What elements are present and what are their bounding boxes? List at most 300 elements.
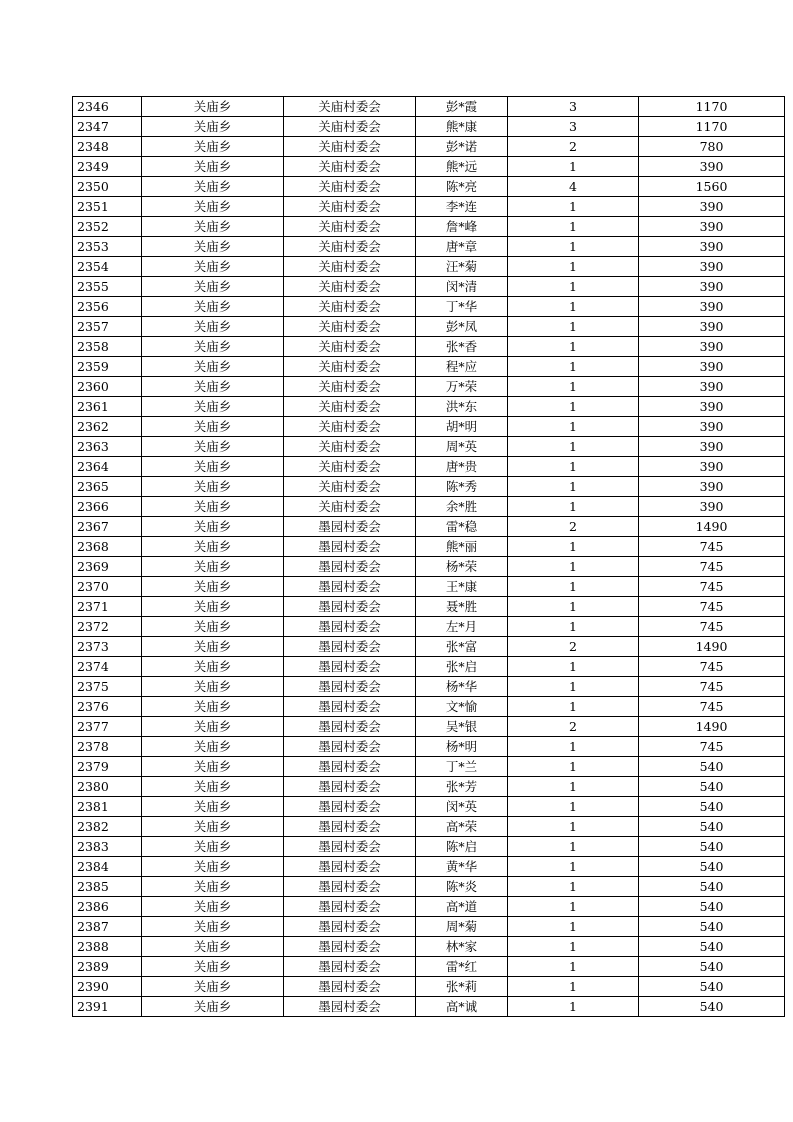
- name-cell: 唐*贵: [416, 457, 508, 477]
- row-number-cell: 2347: [73, 117, 142, 137]
- table-row: [73, 577, 785, 597]
- village-committee-cell: 墨园村委会: [284, 657, 416, 677]
- table-row: [73, 717, 785, 737]
- row-number-cell: 2352: [73, 217, 142, 237]
- village-committee-cell: 墨园村委会: [284, 797, 416, 817]
- township-cell: 关庙乡: [142, 977, 284, 997]
- name-cell: 陈*启: [416, 837, 508, 857]
- township-cell: 关庙乡: [142, 297, 284, 317]
- amount-cell: 540: [639, 797, 785, 817]
- township-cell: 关庙乡: [142, 237, 284, 257]
- row-number-cell: 2374: [73, 657, 142, 677]
- township-cell: 关庙乡: [142, 897, 284, 917]
- count-cell: 2: [508, 517, 639, 537]
- table-row: [73, 237, 785, 257]
- table-row: [73, 937, 785, 957]
- count-cell: 1: [508, 957, 639, 977]
- township-cell: 关庙乡: [142, 97, 284, 117]
- name-cell: 丁*兰: [416, 757, 508, 777]
- table-row: [73, 317, 785, 337]
- amount-cell: 390: [639, 257, 785, 277]
- table-row: [73, 997, 785, 1017]
- row-number-cell: 2368: [73, 537, 142, 557]
- name-cell: 汪*菊: [416, 257, 508, 277]
- township-cell: 关庙乡: [142, 937, 284, 957]
- amount-cell: 390: [639, 157, 785, 177]
- row-number-cell: 2381: [73, 797, 142, 817]
- township-cell: 关庙乡: [142, 617, 284, 637]
- amount-cell: 745: [639, 597, 785, 617]
- row-number-cell: 2364: [73, 457, 142, 477]
- row-number-cell: 2355: [73, 277, 142, 297]
- name-cell: 彭*霞: [416, 97, 508, 117]
- row-number-cell: 2372: [73, 617, 142, 637]
- table-row: [73, 817, 785, 837]
- name-cell: 闵*清: [416, 277, 508, 297]
- township-cell: 关庙乡: [142, 497, 284, 517]
- name-cell: 熊*康: [416, 117, 508, 137]
- table-row: [73, 697, 785, 717]
- table-row: [73, 857, 785, 877]
- row-number-cell: 2350: [73, 177, 142, 197]
- name-cell: 吴*银: [416, 717, 508, 737]
- row-number-cell: 2346: [73, 97, 142, 117]
- count-cell: 1: [508, 877, 639, 897]
- township-cell: 关庙乡: [142, 757, 284, 777]
- row-number-cell: 2371: [73, 597, 142, 617]
- amount-cell: 745: [639, 697, 785, 717]
- name-cell: 闵*英: [416, 797, 508, 817]
- count-cell: 1: [508, 697, 639, 717]
- village-committee-cell: 墨园村委会: [284, 757, 416, 777]
- amount-cell: 745: [639, 677, 785, 697]
- count-cell: 1: [508, 837, 639, 857]
- count-cell: 1: [508, 417, 639, 437]
- amount-cell: 390: [639, 197, 785, 217]
- amount-cell: 745: [639, 617, 785, 637]
- count-cell: 1: [508, 457, 639, 477]
- table-row: [73, 957, 785, 977]
- name-cell: 张*富: [416, 637, 508, 657]
- count-cell: 1: [508, 377, 639, 397]
- table-row: [73, 437, 785, 457]
- count-cell: 1: [508, 777, 639, 797]
- township-cell: 关庙乡: [142, 837, 284, 857]
- row-number-cell: 2369: [73, 557, 142, 577]
- village-committee-cell: 关庙村委会: [284, 197, 416, 217]
- table-row: [73, 897, 785, 917]
- amount-cell: 390: [639, 417, 785, 437]
- count-cell: 3: [508, 117, 639, 137]
- township-cell: 关庙乡: [142, 777, 284, 797]
- row-number-cell: 2376: [73, 697, 142, 717]
- amount-cell: 1490: [639, 717, 785, 737]
- count-cell: 1: [508, 237, 639, 257]
- row-number-cell: 2362: [73, 417, 142, 437]
- count-cell: 1: [508, 257, 639, 277]
- township-cell: 关庙乡: [142, 817, 284, 837]
- name-cell: 张*芳: [416, 777, 508, 797]
- township-cell: 关庙乡: [142, 697, 284, 717]
- row-number-cell: 2366: [73, 497, 142, 517]
- township-cell: 关庙乡: [142, 317, 284, 337]
- table-row: [73, 397, 785, 417]
- township-cell: 关庙乡: [142, 277, 284, 297]
- table-row: [73, 517, 785, 537]
- row-number-cell: 2373: [73, 637, 142, 657]
- name-cell: 高*荣: [416, 817, 508, 837]
- village-committee-cell: 墨园村委会: [284, 777, 416, 797]
- name-cell: 万*荣: [416, 377, 508, 397]
- count-cell: 1: [508, 577, 639, 597]
- count-cell: 1: [508, 997, 639, 1017]
- village-committee-cell: 关庙村委会: [284, 137, 416, 157]
- township-cell: 关庙乡: [142, 117, 284, 137]
- amount-cell: 540: [639, 937, 785, 957]
- township-cell: 关庙乡: [142, 377, 284, 397]
- count-cell: 1: [508, 617, 639, 637]
- table-row: [73, 837, 785, 857]
- township-cell: 关庙乡: [142, 677, 284, 697]
- name-cell: 张*莉: [416, 977, 508, 997]
- count-cell: 1: [508, 437, 639, 457]
- count-cell: 4: [508, 177, 639, 197]
- village-committee-cell: 关庙村委会: [284, 397, 416, 417]
- row-number-cell: 2387: [73, 917, 142, 937]
- name-cell: 程*应: [416, 357, 508, 377]
- table-body: [73, 97, 785, 1017]
- table-row: [73, 97, 785, 117]
- name-cell: 张*香: [416, 337, 508, 357]
- township-cell: 关庙乡: [142, 177, 284, 197]
- village-committee-cell: 墨园村委会: [284, 817, 416, 837]
- count-cell: 1: [508, 857, 639, 877]
- township-cell: 关庙乡: [142, 337, 284, 357]
- row-number-cell: 2358: [73, 337, 142, 357]
- village-committee-cell: 墨园村委会: [284, 837, 416, 857]
- township-cell: 关庙乡: [142, 517, 284, 537]
- amount-cell: 390: [639, 377, 785, 397]
- name-cell: 洪*东: [416, 397, 508, 417]
- village-committee-cell: 关庙村委会: [284, 417, 416, 437]
- table-row: [73, 757, 785, 777]
- name-cell: 杨*明: [416, 737, 508, 757]
- amount-cell: 1490: [639, 637, 785, 657]
- name-cell: 周*菊: [416, 917, 508, 937]
- village-committee-cell: 墨园村委会: [284, 857, 416, 877]
- name-cell: 聂*胜: [416, 597, 508, 617]
- data-table: [72, 96, 785, 1017]
- row-number-cell: 2363: [73, 437, 142, 457]
- amount-cell: 540: [639, 777, 785, 797]
- amount-cell: 390: [639, 437, 785, 457]
- amount-cell: 390: [639, 357, 785, 377]
- amount-cell: 390: [639, 337, 785, 357]
- name-cell: 张*启: [416, 657, 508, 677]
- table-row: [73, 797, 785, 817]
- table-row: [73, 777, 785, 797]
- name-cell: 黄*华: [416, 857, 508, 877]
- township-cell: 关庙乡: [142, 437, 284, 457]
- township-cell: 关庙乡: [142, 597, 284, 617]
- name-cell: 彭*凤: [416, 317, 508, 337]
- table-row: [73, 617, 785, 637]
- row-number-cell: 2377: [73, 717, 142, 737]
- village-committee-cell: 墨园村委会: [284, 517, 416, 537]
- row-number-cell: 2356: [73, 297, 142, 317]
- table-row: [73, 497, 785, 517]
- count-cell: 1: [508, 297, 639, 317]
- township-cell: 关庙乡: [142, 257, 284, 277]
- name-cell: 熊*远: [416, 157, 508, 177]
- row-number-cell: 2388: [73, 937, 142, 957]
- village-committee-cell: 关庙村委会: [284, 177, 416, 197]
- township-cell: 关庙乡: [142, 397, 284, 417]
- table-row: [73, 557, 785, 577]
- amount-cell: 390: [639, 477, 785, 497]
- name-cell: 陈*秀: [416, 477, 508, 497]
- name-cell: 雷*稳: [416, 517, 508, 537]
- row-number-cell: 2361: [73, 397, 142, 417]
- count-cell: 1: [508, 357, 639, 377]
- table-row: [73, 377, 785, 397]
- name-cell: 周*英: [416, 437, 508, 457]
- amount-cell: 540: [639, 837, 785, 857]
- row-number-cell: 2391: [73, 997, 142, 1017]
- table-row: [73, 217, 785, 237]
- table-row: [73, 977, 785, 997]
- table-row: [73, 677, 785, 697]
- township-cell: 关庙乡: [142, 537, 284, 557]
- row-number-cell: 2383: [73, 837, 142, 857]
- township-cell: 关庙乡: [142, 217, 284, 237]
- village-committee-cell: 墨园村委会: [284, 997, 416, 1017]
- name-cell: 雷*红: [416, 957, 508, 977]
- village-committee-cell: 墨园村委会: [284, 637, 416, 657]
- name-cell: 余*胜: [416, 497, 508, 517]
- village-committee-cell: 墨园村委会: [284, 557, 416, 577]
- name-cell: 丁*华: [416, 297, 508, 317]
- village-committee-cell: 关庙村委会: [284, 377, 416, 397]
- name-cell: 杨*华: [416, 677, 508, 697]
- amount-cell: 540: [639, 817, 785, 837]
- count-cell: 1: [508, 157, 639, 177]
- township-cell: 关庙乡: [142, 737, 284, 757]
- table-row: [73, 597, 785, 617]
- village-committee-cell: 关庙村委会: [284, 257, 416, 277]
- row-number-cell: 2357: [73, 317, 142, 337]
- table-row: [73, 417, 785, 437]
- table-row: [73, 297, 785, 317]
- village-committee-cell: 关庙村委会: [284, 277, 416, 297]
- table-row: [73, 157, 785, 177]
- village-committee-cell: 墨园村委会: [284, 537, 416, 557]
- table-row: [73, 357, 785, 377]
- village-committee-cell: 墨园村委会: [284, 677, 416, 697]
- amount-cell: 390: [639, 217, 785, 237]
- table-row: [73, 197, 785, 217]
- village-committee-cell: 关庙村委会: [284, 477, 416, 497]
- name-cell: 左*月: [416, 617, 508, 637]
- amount-cell: 390: [639, 397, 785, 417]
- count-cell: 1: [508, 217, 639, 237]
- township-cell: 关庙乡: [142, 717, 284, 737]
- amount-cell: 1490: [639, 517, 785, 537]
- count-cell: 1: [508, 797, 639, 817]
- village-committee-cell: 关庙村委会: [284, 357, 416, 377]
- row-number-cell: 2390: [73, 977, 142, 997]
- amount-cell: 390: [639, 237, 785, 257]
- table-row: [73, 737, 785, 757]
- amount-cell: 540: [639, 997, 785, 1017]
- amount-cell: 745: [639, 537, 785, 557]
- row-number-cell: 2349: [73, 157, 142, 177]
- village-committee-cell: 关庙村委会: [284, 457, 416, 477]
- count-cell: 2: [508, 717, 639, 737]
- township-cell: 关庙乡: [142, 877, 284, 897]
- amount-cell: 540: [639, 877, 785, 897]
- row-number-cell: 2375: [73, 677, 142, 697]
- township-cell: 关庙乡: [142, 997, 284, 1017]
- village-committee-cell: 关庙村委会: [284, 117, 416, 137]
- township-cell: 关庙乡: [142, 857, 284, 877]
- amount-cell: 540: [639, 957, 785, 977]
- name-cell: 王*康: [416, 577, 508, 597]
- amount-cell: 540: [639, 977, 785, 997]
- row-number-cell: 2365: [73, 477, 142, 497]
- table-row: [73, 257, 785, 277]
- count-cell: 1: [508, 817, 639, 837]
- row-number-cell: 2384: [73, 857, 142, 877]
- amount-cell: 390: [639, 317, 785, 337]
- row-number-cell: 2379: [73, 757, 142, 777]
- row-number-cell: 2351: [73, 197, 142, 217]
- amount-cell: 780: [639, 137, 785, 157]
- village-committee-cell: 墨园村委会: [284, 577, 416, 597]
- village-committee-cell: 关庙村委会: [284, 97, 416, 117]
- amount-cell: 390: [639, 457, 785, 477]
- village-committee-cell: 关庙村委会: [284, 437, 416, 457]
- table-row: [73, 917, 785, 937]
- count-cell: 1: [508, 937, 639, 957]
- village-committee-cell: 墨园村委会: [284, 737, 416, 757]
- row-number-cell: 2386: [73, 897, 142, 917]
- township-cell: 关庙乡: [142, 557, 284, 577]
- village-committee-cell: 墨园村委会: [284, 617, 416, 637]
- count-cell: 1: [508, 657, 639, 677]
- amount-cell: 745: [639, 557, 785, 577]
- village-committee-cell: 关庙村委会: [284, 317, 416, 337]
- amount-cell: 745: [639, 657, 785, 677]
- count-cell: 1: [508, 757, 639, 777]
- name-cell: 高*道: [416, 897, 508, 917]
- name-cell: 陈*亮: [416, 177, 508, 197]
- row-number-cell: 2353: [73, 237, 142, 257]
- row-number-cell: 2354: [73, 257, 142, 277]
- township-cell: 关庙乡: [142, 137, 284, 157]
- amount-cell: 390: [639, 297, 785, 317]
- count-cell: 1: [508, 197, 639, 217]
- count-cell: 1: [508, 557, 639, 577]
- table-row: [73, 657, 785, 677]
- township-cell: 关庙乡: [142, 797, 284, 817]
- village-committee-cell: 关庙村委会: [284, 337, 416, 357]
- table-row: [73, 137, 785, 157]
- row-number-cell: 2360: [73, 377, 142, 397]
- village-committee-cell: 关庙村委会: [284, 157, 416, 177]
- table-row: [73, 177, 785, 197]
- amount-cell: 540: [639, 897, 785, 917]
- village-committee-cell: 关庙村委会: [284, 497, 416, 517]
- row-number-cell: 2378: [73, 737, 142, 757]
- township-cell: 关庙乡: [142, 657, 284, 677]
- amount-cell: 1560: [639, 177, 785, 197]
- row-number-cell: 2359: [73, 357, 142, 377]
- count-cell: 1: [508, 977, 639, 997]
- township-cell: 关庙乡: [142, 957, 284, 977]
- name-cell: 熊*丽: [416, 537, 508, 557]
- amount-cell: 540: [639, 917, 785, 937]
- count-cell: 1: [508, 477, 639, 497]
- township-cell: 关庙乡: [142, 917, 284, 937]
- table-row: [73, 337, 785, 357]
- village-committee-cell: 墨园村委会: [284, 897, 416, 917]
- village-committee-cell: 关庙村委会: [284, 297, 416, 317]
- village-committee-cell: 墨园村委会: [284, 937, 416, 957]
- row-number-cell: 2367: [73, 517, 142, 537]
- count-cell: 1: [508, 277, 639, 297]
- count-cell: 1: [508, 317, 639, 337]
- table-row: [73, 637, 785, 657]
- count-cell: 1: [508, 397, 639, 417]
- table-row: [73, 877, 785, 897]
- village-committee-cell: 墨园村委会: [284, 977, 416, 997]
- row-number-cell: 2348: [73, 137, 142, 157]
- name-cell: 高*诚: [416, 997, 508, 1017]
- township-cell: 关庙乡: [142, 417, 284, 437]
- amount-cell: 390: [639, 497, 785, 517]
- village-committee-cell: 关庙村委会: [284, 237, 416, 257]
- name-cell: 陈*炎: [416, 877, 508, 897]
- amount-cell: 1170: [639, 117, 785, 137]
- village-committee-cell: 墨园村委会: [284, 877, 416, 897]
- name-cell: 文*愉: [416, 697, 508, 717]
- table-row: [73, 277, 785, 297]
- count-cell: 1: [508, 597, 639, 617]
- village-committee-cell: 关庙村委会: [284, 217, 416, 237]
- township-cell: 关庙乡: [142, 477, 284, 497]
- row-number-cell: 2389: [73, 957, 142, 977]
- count-cell: 1: [508, 737, 639, 757]
- row-number-cell: 2382: [73, 817, 142, 837]
- name-cell: 胡*明: [416, 417, 508, 437]
- township-cell: 关庙乡: [142, 637, 284, 657]
- count-cell: 1: [508, 337, 639, 357]
- table-row: [73, 477, 785, 497]
- amount-cell: 745: [639, 577, 785, 597]
- row-number-cell: 2385: [73, 877, 142, 897]
- count-cell: 1: [508, 497, 639, 517]
- name-cell: 詹*峰: [416, 217, 508, 237]
- name-cell: 唐*章: [416, 237, 508, 257]
- row-number-cell: 2380: [73, 777, 142, 797]
- amount-cell: 540: [639, 757, 785, 777]
- village-committee-cell: 墨园村委会: [284, 697, 416, 717]
- count-cell: 1: [508, 537, 639, 557]
- township-cell: 关庙乡: [142, 357, 284, 377]
- name-cell: 彭*诺: [416, 137, 508, 157]
- name-cell: 李*连: [416, 197, 508, 217]
